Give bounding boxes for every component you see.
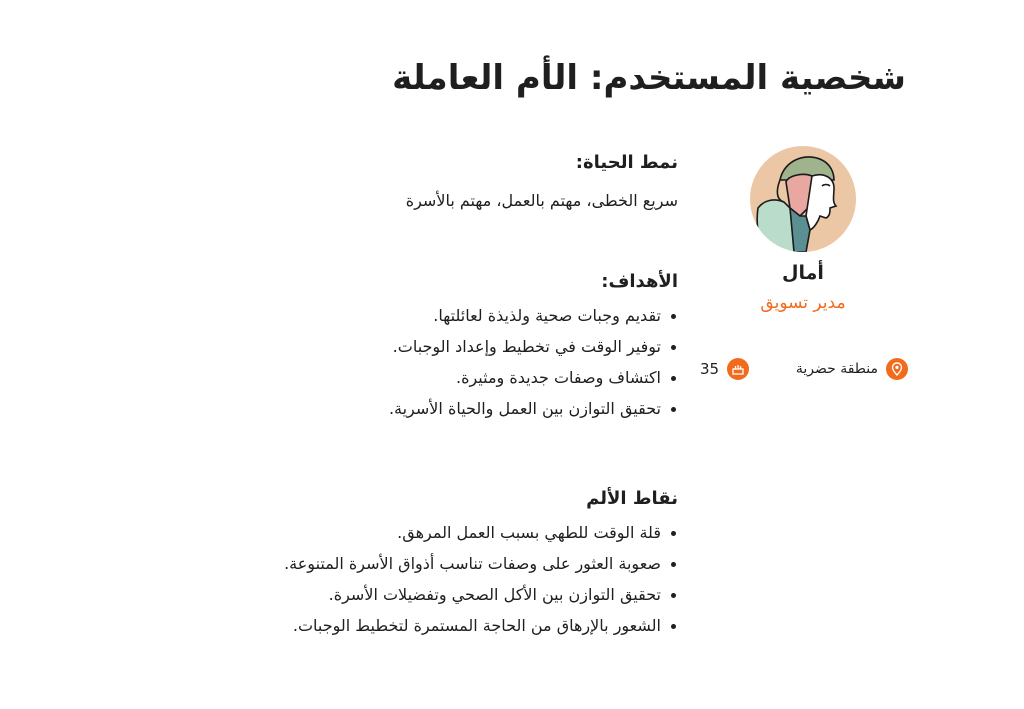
bullet-icon [671, 407, 676, 412]
pain-points-list [284, 523, 678, 636]
page-title: شخصية المستخدم: الأم العاملة [392, 58, 906, 98]
cake-icon [727, 358, 749, 380]
bullet-icon [671, 376, 676, 381]
lifestyle-section [406, 152, 678, 210]
avatar-illustration [750, 146, 856, 252]
bullet-icon [671, 562, 676, 567]
list-item [389, 368, 678, 388]
list-item-text: قلة الوقت للطهي بسبب العمل المرهق. [397, 523, 661, 542]
profile-name: أمال [782, 262, 824, 284]
age-info [700, 357, 749, 381]
goals-section [389, 271, 678, 430]
location-info [796, 357, 908, 381]
location-pin-icon [886, 358, 908, 380]
age-value: 35 [700, 360, 720, 378]
list-item [284, 523, 678, 543]
bullet-icon [671, 314, 676, 319]
bullet-icon [671, 531, 676, 536]
pain-points-section [284, 488, 678, 647]
bullet-icon [671, 624, 676, 629]
list-item-text: اكتشاف وصفات جديدة ومثيرة. [456, 368, 661, 387]
list-item [389, 306, 678, 326]
profile-role: مدير تسويق [760, 293, 846, 313]
lifestyle-heading: نمط الحياة: [575, 152, 678, 173]
list-item [284, 616, 678, 636]
list-item [389, 399, 678, 419]
list-item-text: صعوبة العثور على وصفات تناسب أذواق الأسرة المتنوعة. [284, 554, 661, 573]
bullet-icon [671, 593, 676, 598]
list-item-text: تحقيق التوازن بين العمل والحياة الأسرية. [388, 399, 661, 418]
list-item-text: تحقيق التوازن بين الأكل الصحي وتفضيلات الأسرة. [328, 585, 661, 604]
list-item-text: الشعور بالإرهاق من الحاجة المستمرة لتخطيط الوجبات. [292, 616, 661, 635]
list-item [389, 337, 678, 357]
goals-heading: الأهداف: [601, 271, 678, 292]
avatar [750, 146, 856, 252]
pain-points-heading: نقاط الألم [586, 488, 678, 509]
goals-list [389, 306, 678, 419]
list-item [284, 554, 678, 574]
location-label: منطقة حضرية [795, 361, 878, 377]
lifestyle-text: سريع الخطى، مهتم بالعمل، مهتم بالأسرة [405, 191, 678, 210]
list-item [284, 585, 678, 605]
bullet-icon [671, 345, 676, 350]
list-item-text: تقديم وجبات صحية ولذيذة لعائلتها. [433, 306, 661, 325]
list-item-text: توفير الوقت في تخطيط وإعداد الوجبات. [392, 337, 661, 356]
